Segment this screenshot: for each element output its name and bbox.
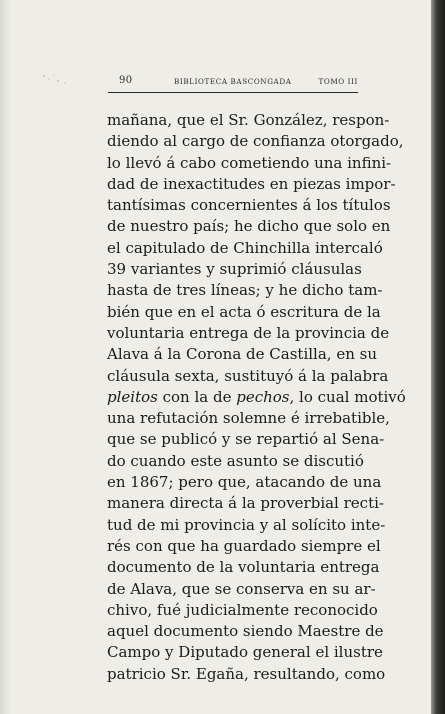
text-line: una refutación solemne é irrebatible, bbox=[107, 409, 390, 428]
text-line: documento de la voluntaria entrega bbox=[107, 558, 380, 577]
text-line bbox=[107, 387, 406, 408]
body-text bbox=[107, 110, 406, 685]
text-line: chivo, fué judicialmente reconocido bbox=[107, 600, 378, 619]
page-number: 90 bbox=[119, 75, 133, 86]
text-line: patricio Sr. Egaña, resultando, como bbox=[107, 664, 386, 683]
text-line: de Alava, que se conserva en su ar- bbox=[107, 579, 376, 598]
italic-word: pechos bbox=[236, 387, 290, 406]
text-line: voluntaria entrega de la provincia de bbox=[107, 323, 390, 342]
volume-label: TOMO III bbox=[318, 77, 358, 86]
text-line: de nuestro país; he dicho que solo en bbox=[107, 217, 391, 236]
text-line: cláusula sexta, sustituyó á la palabra bbox=[107, 366, 389, 385]
running-header bbox=[108, 74, 358, 90]
text-line: diendo al cargo de confianza otorgado, bbox=[107, 132, 404, 151]
page-edge bbox=[431, 0, 445, 714]
italic-word: pleitos bbox=[107, 387, 158, 406]
spine-shadow bbox=[0, 0, 10, 714]
text-line: bién que en el acta ó escritura de la bbox=[107, 302, 381, 321]
text-line: lo llevó á cabo cometiendo una infini- bbox=[107, 153, 392, 172]
text-line: tantísimas concernientes á los títulos bbox=[107, 196, 391, 215]
header-rule bbox=[108, 92, 358, 93]
text-line: Alava á la Corona de Castilla, en su bbox=[107, 345, 377, 364]
text-fragment: , lo cual motivó bbox=[289, 387, 406, 406]
text-line: que se publicó y se repartió al Sena- bbox=[107, 430, 385, 449]
text-fragment: con la de bbox=[157, 387, 237, 406]
text-line: hasta de tres líneas; y he dicho tam- bbox=[107, 281, 383, 300]
text-line: do cuando este asunto se discutió bbox=[107, 451, 364, 470]
text-line: mañana, que el Sr. González, respon- bbox=[107, 111, 390, 129]
text-line: en 1867; pero que, atacando de una bbox=[107, 473, 382, 492]
text-line: aquel documento siendo Maestre de bbox=[107, 622, 384, 641]
text-line: rés con que ha guardado siempre el bbox=[107, 536, 381, 555]
paper-specks bbox=[40, 70, 70, 100]
text-line: manera directa á la proverbial recti- bbox=[107, 494, 384, 513]
running-title: BIBLIOTECA BASCONGADA bbox=[174, 77, 292, 86]
text-line: dad de inexactitudes en piezas impor- bbox=[107, 174, 396, 193]
text-line: tud de mi provincia y al solícito inte- bbox=[107, 515, 386, 534]
text-line: el capitulado de Chinchilla intercaló bbox=[107, 238, 383, 257]
text-line: 39 variantes y suprimió cláusulas bbox=[107, 260, 362, 279]
text-line: Campo y Diputado general el ilustre bbox=[107, 643, 383, 662]
